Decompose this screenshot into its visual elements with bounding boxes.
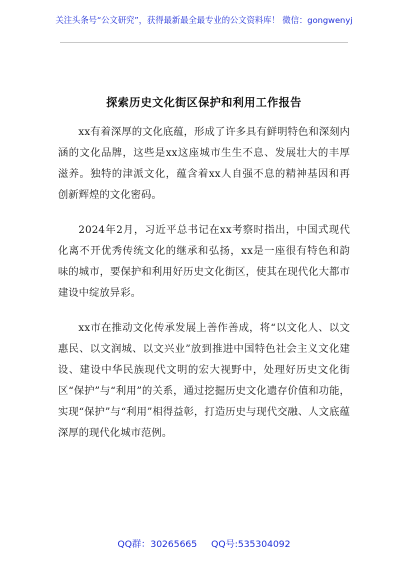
paragraph: xx有着深厚的文化底蕴，形成了许多具有鲜明特色和深刻内涵的文化品牌，这些是xx这座城市生生不息、发展壮大的丰厚滋养。独特的津派文化，蕴含着xx人自强不息的精神基因和再创新辉煌的文化密码。: [58, 127, 350, 201]
promo-banner: 关注头条号“公文研究”，获得最新最全最专业的公文资料库！ 微信：gongwenyj: [55, 15, 353, 25]
document-body: [58, 122, 350, 458]
footer-contact: [0, 536, 408, 550]
footer-qq-number: QQ号:535304092: [211, 539, 291, 550]
header-divider: [60, 42, 348, 43]
paragraph: 2024年2月，习近平总书记在xx考察时指出，中国式现代化离不开优秀传统文化的继承和弘扬，xx是一座很有特色和韵味的城市，要保护和利用好历史文化街区，使其在现代化大都市建设中绽放异彩。: [58, 225, 350, 299]
paragraph: xx市在推动文化传承发展上善作善成，将“以文化人、以文惠民、以文润城、以文兴业”放到推进中国特色社会主义文化建设、建设中华民族现代文明的宏大视野中，处理好历史文化街区“保护”与“利用”的关系，通过挖掘历史文化遗存价值和功能，实现“保护”与“利用”相得益彰，打造历史与现代交融、人文底蕴深厚的现代化城市范例。: [58, 323, 350, 439]
document-title: 探索历史文化街区保护和利用工作报告: [106, 96, 302, 109]
footer-qq-group: QQ群：30265665: [117, 539, 198, 550]
